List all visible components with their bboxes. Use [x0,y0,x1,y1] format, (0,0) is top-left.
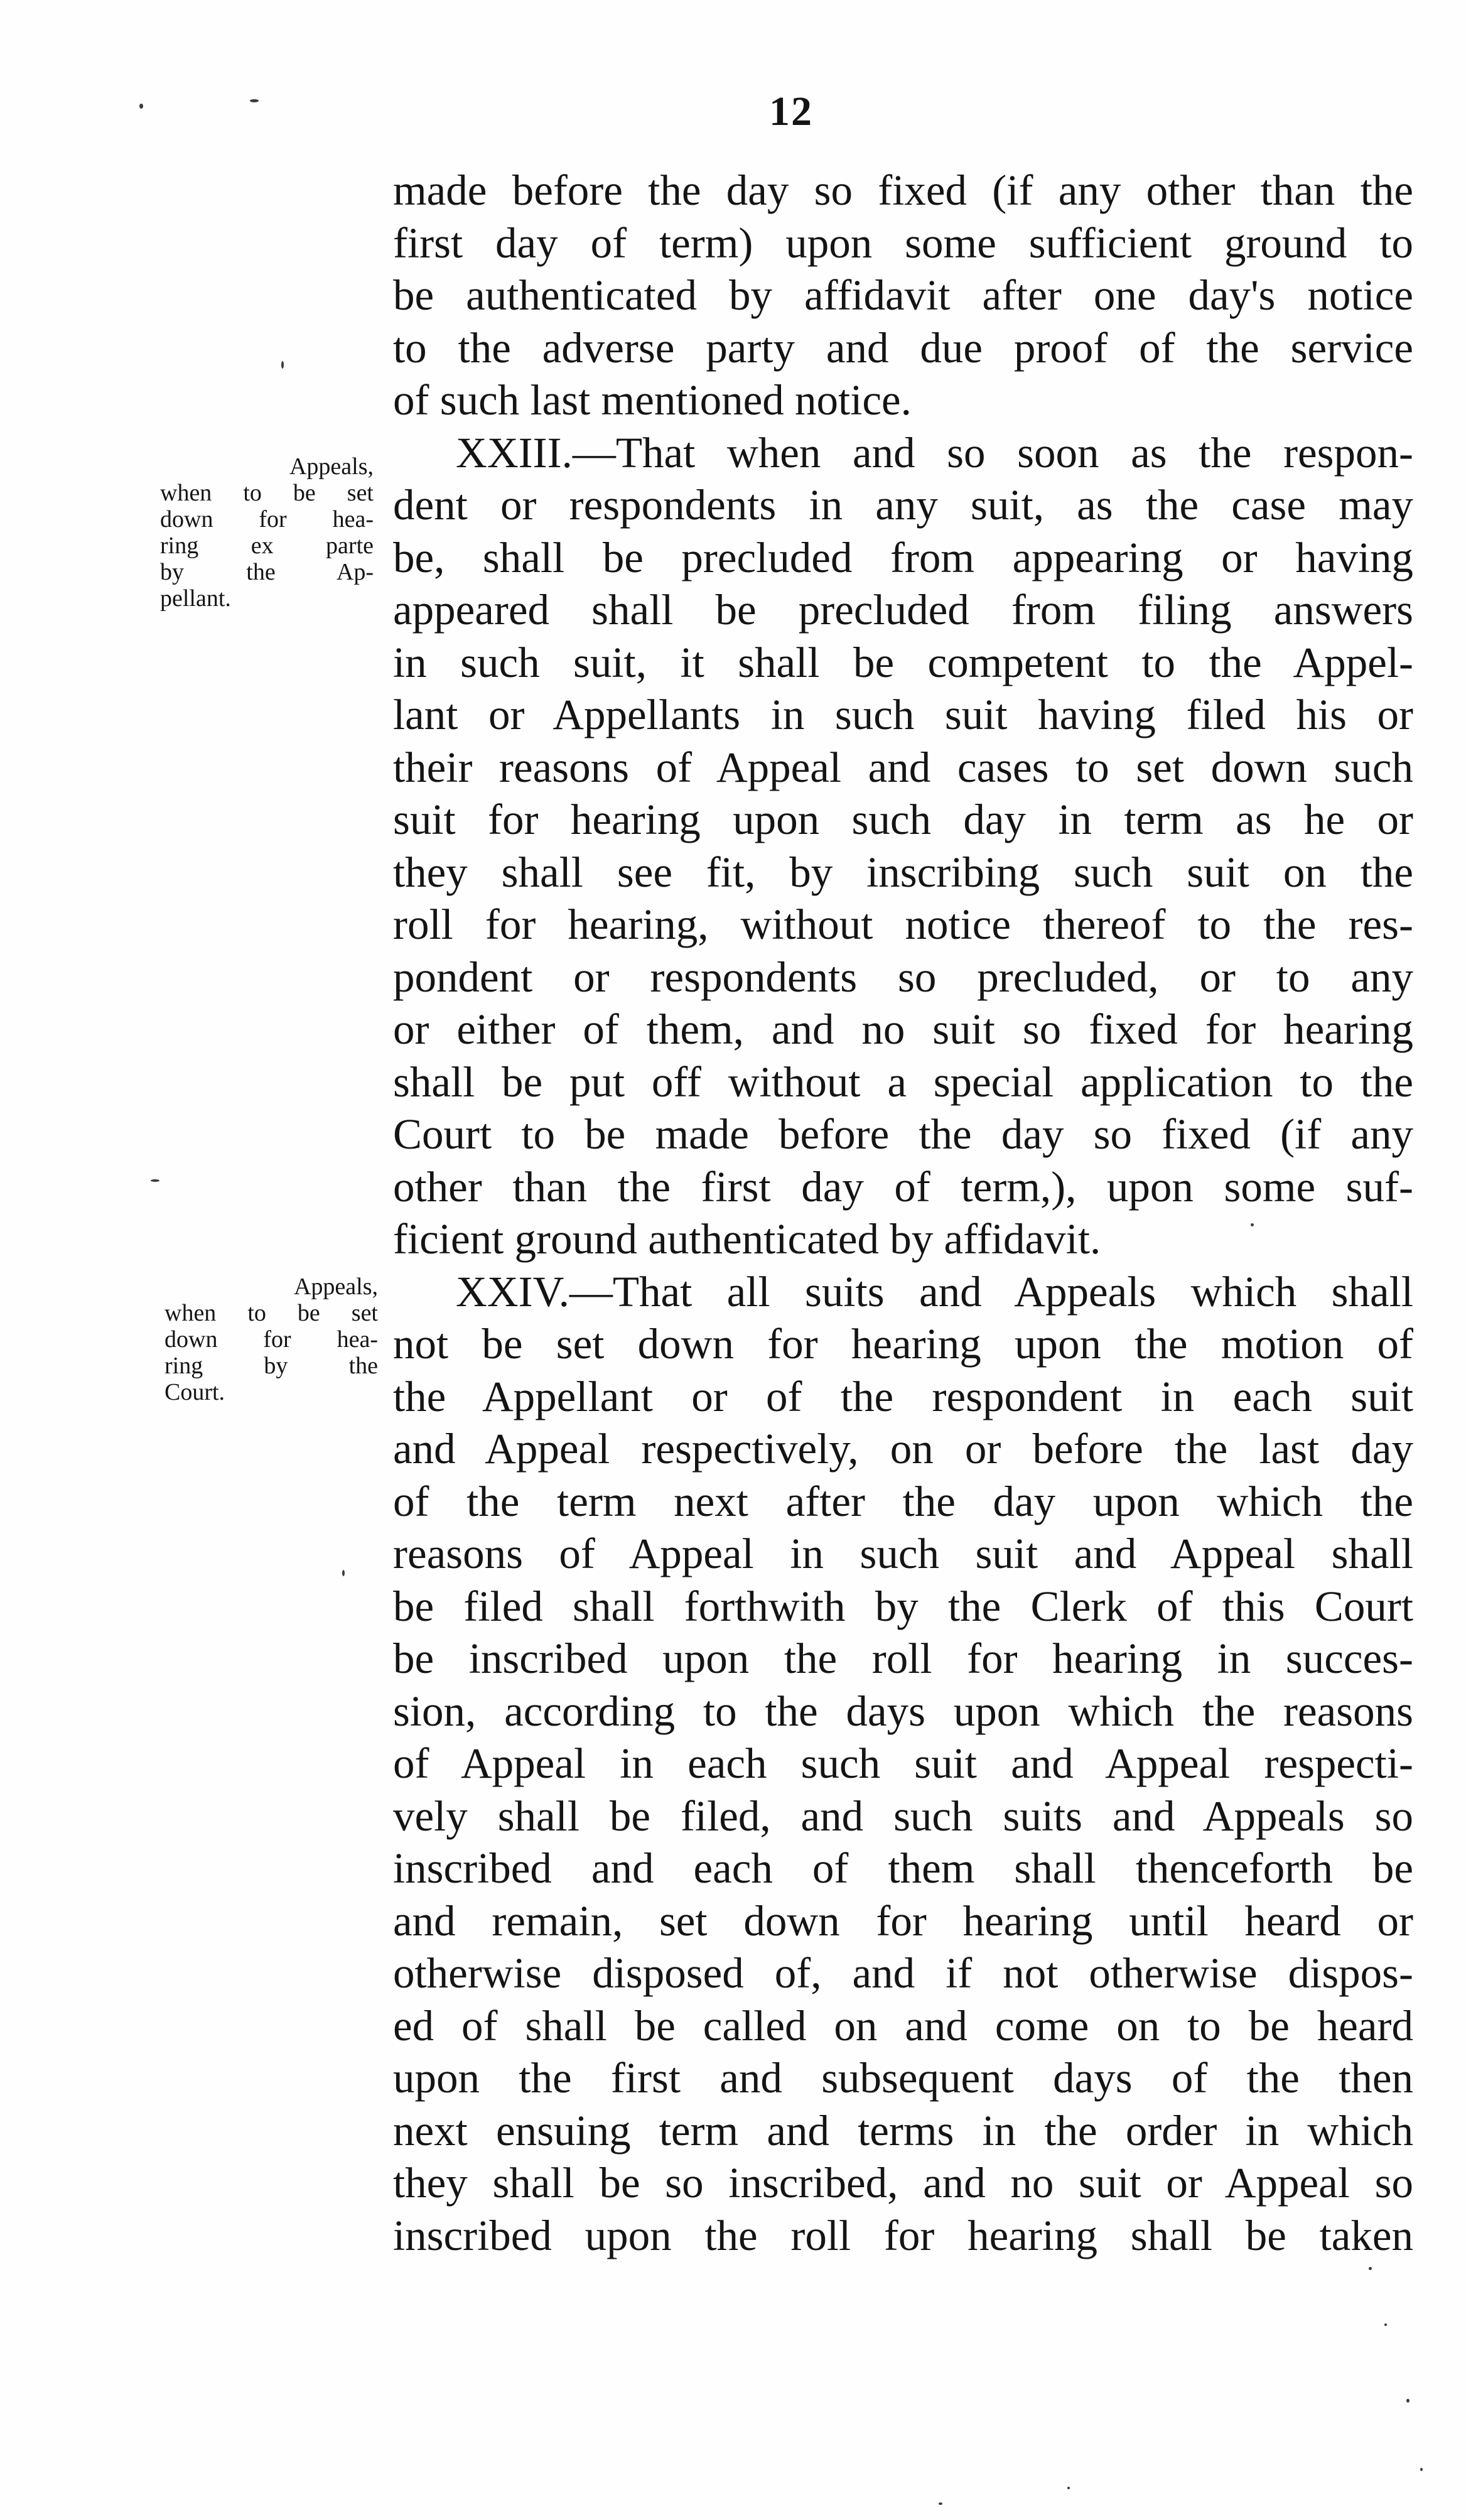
scan-speck [1067,2487,1070,2489]
page-number: 12 [769,89,813,134]
text-line: sion, according to the days upon which the reasons [393,1687,1413,1735]
text-line: first day of term) upon some sufficient ground to [393,219,1413,267]
text-line: shall be put off without a special application to the [393,1057,1413,1106]
text-line: inscribed and each of them shall thenceforth be [393,1844,1413,1892]
text-line: otherwise disposed of, and if not otherwise dispos- [393,1949,1413,1997]
scan-speck [1369,2267,1372,2270]
text-line: be, shall be precluded from appearing or having [393,533,1413,581]
margin-note-line: Court. [164,1379,225,1405]
scan-speck [250,99,259,102]
text-line: in such suit, it shall be competent to the Appel- [393,638,1413,686]
text-line: they shall see fit, by inscribing such suit on the [393,848,1413,896]
text-line: reasons of Appeal in such suit and Appeal shall [393,1530,1413,1577]
margin-note-line: ring ex parte [160,533,374,559]
text-line: the Appellant or of the respondent in each suit [393,1372,1413,1420]
article-xxiii-heading-line: XXIII.—That when and so soon as the respon- [456,428,1413,477]
margin-note-line: Appeals, [289,453,374,480]
text-line: of Appeal in each such suit and Appeal respecti- [393,1739,1413,1787]
margin-note-line: pellant. [160,585,231,612]
text-line: their reasons of Appeal and cases to set down such [393,743,1413,791]
margin-note-line: by the Ap- [160,559,374,585]
scan-speck [342,1570,345,1576]
scan-speck [281,361,284,369]
margin-note-court-hearing [164,1274,378,1405]
text-line: ficient ground authenticated by affidavit. [393,1215,1101,1263]
text-line: ed of shall be called on and come on to be heard [393,2001,1413,2050]
text-line: suit for hearing upon such day in term as he or [393,796,1413,843]
text-line: made before the day so fixed (if any other than the [393,166,1413,214]
text-line: not be set down for hearing upon the motion of [393,1320,1413,1368]
scan-speck [939,2502,942,2505]
text-line: be filed shall forthwith by the Clerk of this Court [393,1582,1413,1630]
text-line: lant or Appellants in such suit having filed his or [393,691,1413,738]
text-line: pondent or respondents so precluded, or to any [393,953,1413,1001]
text-line: next ensuing term and terms in the order in which [393,2106,1413,2155]
text-line: be inscribed upon the roll for hearing in succes- [393,1635,1413,1682]
text-line: other than the first day of term,), upon some suf- [393,1162,1413,1211]
scan-speck [139,104,143,109]
text-line: be authenticated by affidavit after one day's notice [393,271,1413,319]
text-line: upon the first and subsequent days of the then [393,2054,1413,2102]
text-line: appeared shall be precluded from filing answers [393,586,1413,634]
margin-note-line: down for hea- [160,506,374,533]
margin-note-line: when to be set [160,480,374,506]
text-line: vely shall be filed, and such suits and Appeals so [393,1792,1413,1840]
text-line: to the adverse party and due proof of the service [393,323,1413,372]
scan-speck [1384,2323,1387,2326]
text-line: roll for hearing, without notice thereof to the res- [393,900,1413,948]
scan-speck [1420,2468,1423,2471]
text-line: or either of them, and no suit so fixed for hearing [393,1005,1413,1053]
text-line: Court to be made before the day so fixed (if any [393,1110,1413,1158]
article-xxiv-heading-line: XXIV.—That all suits and Appeals which shall [456,1267,1413,1316]
scan-speck [151,1179,159,1182]
scan-speck [1251,1223,1254,1226]
text-line: and remain, set down for hearing until heard or [393,1896,1413,1945]
text-line: inscribed upon the roll for hearing shall be taken [393,2211,1413,2259]
scan-speck [1406,2399,1409,2403]
body-text [393,165,1413,2262]
text-line: of such last mentioned notice. [393,376,912,424]
margin-note-line: down for hea- [164,1326,378,1353]
text-line: they shall be so inscribed, and no suit or Appeal so [393,2159,1413,2207]
text-line: dent or respondents in any suit, as the case may [393,481,1413,529]
margin-note-line: ring by the [164,1353,378,1379]
margin-note-line: Appeals, [293,1274,378,1300]
text-line: of the term next after the day upon which the [393,1477,1413,1525]
text-line: and Appeal respectively, on or before the last day [393,1425,1413,1473]
margin-note-ex-parte-hearing [160,453,374,612]
margin-note-line: when to be set [164,1300,378,1326]
